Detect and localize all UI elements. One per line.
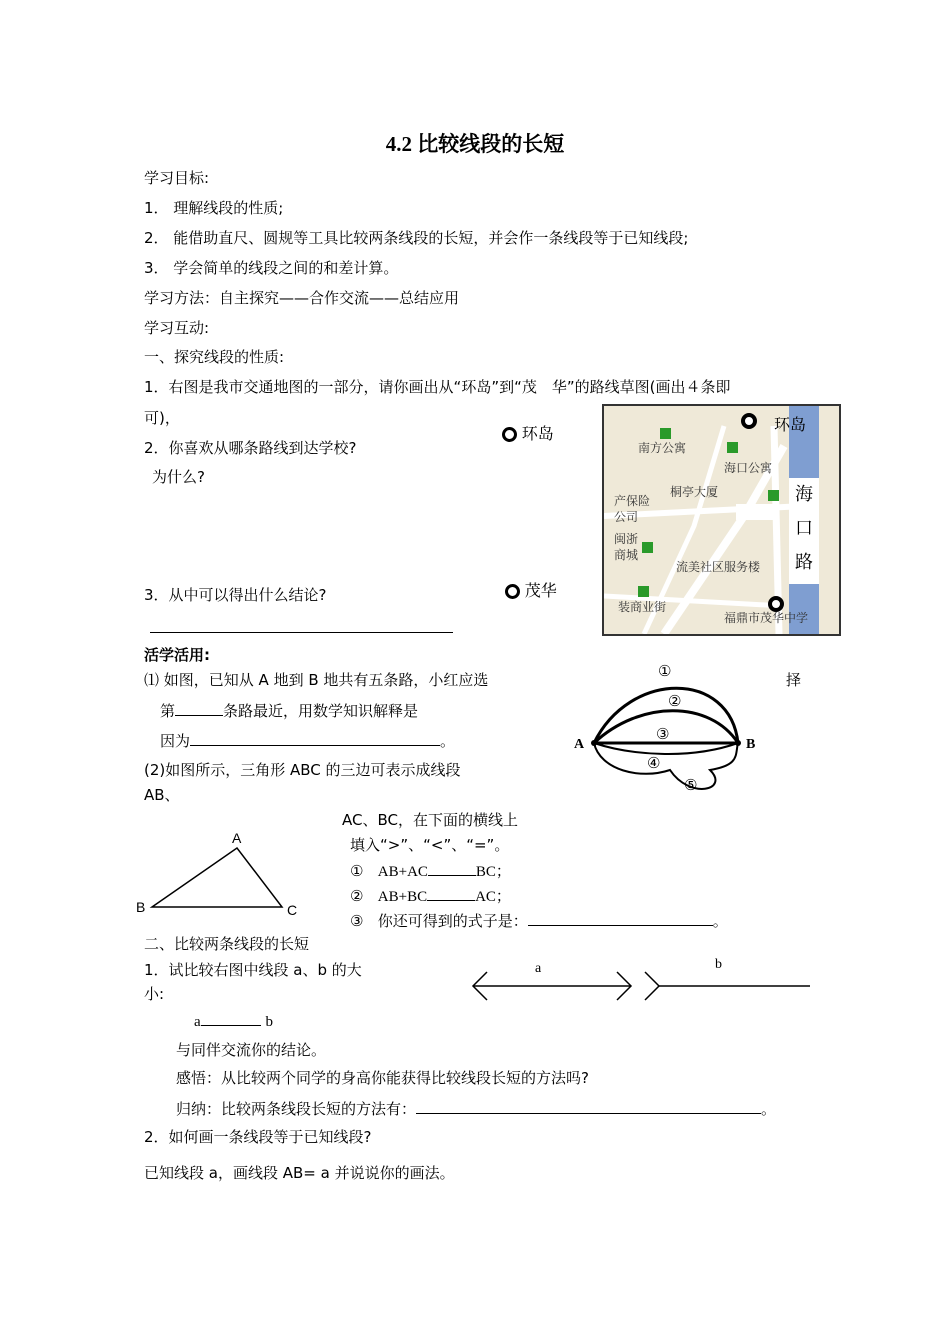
target-icon bbox=[502, 427, 517, 442]
item-2-right: AC； bbox=[475, 889, 511, 905]
triangle-label-b: B bbox=[136, 899, 146, 915]
target-icon bbox=[505, 584, 520, 599]
item-1-left: AB+AC bbox=[377, 864, 428, 880]
known-segment-text: 已知线段 a，画线段 AB= a 并说说你的画法。 bbox=[144, 1164, 455, 1182]
goal-item-2: 2． 能借助直尺、圆规等工具比较两条线段的长短，并会作一条线段等于已知线段; bbox=[144, 229, 689, 247]
insight-text: 感悟：从比较两个同学的身高你能获得比较线段长短的方法吗? bbox=[176, 1069, 589, 1087]
item-3-end: 。 bbox=[712, 912, 728, 930]
segment-b-label: b bbox=[715, 957, 722, 972]
apply-p1-line1: ⑴ 如图，已知从 A 地到 B 地共有五条路，小红应选 bbox=[144, 671, 489, 689]
huandao-map-icon bbox=[743, 415, 755, 427]
house-icon bbox=[727, 442, 738, 453]
part1-q3-answer-line[interactable] bbox=[150, 632, 453, 633]
segment-a-label: a bbox=[535, 961, 542, 976]
map-label-company: 公司 bbox=[614, 510, 639, 524]
summary-line bbox=[176, 1098, 776, 1119]
road-char-3: 路 bbox=[795, 552, 813, 573]
inequality-item-1 bbox=[350, 860, 511, 882]
inequality-item-3 bbox=[350, 910, 728, 931]
apply-p2-line1: (2)如图所示，三角形 ABC 的三边可表示成线段 bbox=[144, 761, 461, 779]
compare-b: b bbox=[265, 1014, 273, 1030]
triangle-label-a: A bbox=[232, 830, 242, 846]
goal-item-1: 1． 理解线段的性质; bbox=[144, 199, 284, 217]
apply-p1-prefix: 第 bbox=[160, 702, 176, 720]
routes-figure bbox=[570, 660, 780, 805]
item-1-right: BC； bbox=[475, 864, 511, 880]
apply-p1-because: 因为 bbox=[160, 732, 191, 750]
part1-q2-line2: 为什么? bbox=[152, 468, 205, 486]
route-label-2: ② bbox=[668, 692, 682, 710]
part1-q2-line1: 2．你喜欢从哪条路线到达学校? bbox=[144, 439, 357, 457]
part2-q2: 2．如何画一条线段等于已知线段? bbox=[144, 1128, 372, 1146]
item-2-num: ② bbox=[350, 887, 364, 905]
item-2-left: AB+BC bbox=[377, 889, 428, 905]
maohua-label: 茂华 bbox=[524, 581, 557, 600]
route-4 bbox=[594, 743, 738, 754]
segments-figure bbox=[465, 950, 815, 1010]
map-label-tongting: 桐亭大厦 bbox=[670, 485, 719, 499]
goal-item-3: 3． 学会简单的线段之间的和差计算。 bbox=[144, 259, 399, 277]
item-3-blank[interactable] bbox=[528, 910, 713, 926]
apply-p1-right: 择 bbox=[786, 671, 802, 689]
map-label-haikou-apartment: 海口公寓 bbox=[724, 461, 773, 475]
learning-method: 学习方法：自主探究——合作交流——总结应用 bbox=[144, 289, 460, 307]
goals-heading: 学习目标: bbox=[144, 169, 210, 187]
huandao-marker bbox=[502, 424, 554, 444]
compare-blank[interactable] bbox=[201, 1010, 261, 1026]
route-number-blank[interactable] bbox=[175, 700, 223, 716]
map-label-insurance: 产保险 bbox=[614, 494, 651, 508]
house-icon bbox=[660, 428, 671, 439]
apply-p2-line3: AC、BC，在下面的横线上 bbox=[342, 811, 518, 829]
compare-line bbox=[194, 1010, 273, 1032]
house-icon bbox=[642, 542, 653, 553]
point-b bbox=[735, 740, 741, 746]
map-blank-patch bbox=[736, 504, 778, 520]
map-label-mall: 商城 bbox=[614, 548, 639, 562]
route-label-5: ⑤ bbox=[684, 776, 698, 794]
label-a: A bbox=[574, 737, 585, 752]
route-label-3: ③ bbox=[656, 725, 670, 743]
road-char-1: 海 bbox=[795, 484, 813, 505]
traffic-map bbox=[602, 404, 841, 636]
summary-end: 。 bbox=[761, 1100, 777, 1118]
point-a bbox=[591, 740, 597, 746]
apply-p1-suffix: 条路最近，用数学知识解释是 bbox=[223, 702, 419, 720]
part1-q1-line1: 1．右图是我市交通地图的一部分，请你画出从“环岛”到“茂 华”的路线草图(画出４条即 bbox=[144, 378, 731, 396]
part2-heading: 二、比较两条线段的长短 bbox=[144, 935, 310, 953]
map-label-minzhe: 闽浙 bbox=[614, 532, 639, 546]
compare-a: a bbox=[194, 1014, 201, 1030]
part1-q3: 3．从中可以得出什么结论? bbox=[144, 586, 327, 604]
learning-interaction: 学习互动: bbox=[144, 319, 210, 337]
haikou-road-label-box bbox=[789, 478, 819, 584]
share-text: 与同伴交流你的结论。 bbox=[176, 1041, 327, 1059]
reason-blank[interactable] bbox=[190, 730, 440, 746]
map-label-street: 装商业街 bbox=[618, 600, 667, 614]
apply-p2-line4: 填入“>”、“<”、“=”。 bbox=[350, 836, 510, 854]
triangle-label-c: C bbox=[287, 902, 298, 918]
apply-p2-line2: AB、 bbox=[144, 786, 180, 804]
item-2-blank[interactable] bbox=[427, 885, 475, 901]
apply-heading: 活学活用: bbox=[144, 646, 210, 664]
item-1-blank[interactable] bbox=[428, 860, 476, 876]
map-label-school: 福鼎市茂华中学 bbox=[724, 611, 809, 625]
label-b: B bbox=[746, 737, 756, 752]
maohua-marker bbox=[505, 581, 557, 601]
item-3-num: ③ bbox=[350, 912, 364, 930]
apply-p1-line2 bbox=[160, 700, 418, 721]
summary-blank[interactable] bbox=[416, 1098, 761, 1114]
route-label-4: ④ bbox=[647, 754, 661, 772]
part1-q1-line2: 可)， bbox=[144, 409, 180, 427]
house-icon bbox=[638, 586, 649, 597]
item-3-text: 你还可得到的式子是： bbox=[377, 912, 528, 930]
page-title: 4.2 比较线段的长短 bbox=[385, 132, 565, 156]
part2-q1-line1: 1．试比较右图中线段 a、b 的大 bbox=[144, 961, 362, 979]
house-icon bbox=[768, 490, 779, 501]
map-label-nanfang: 南方公寓 bbox=[638, 441, 687, 455]
part1-heading: 一、探究线段的性质: bbox=[144, 348, 285, 366]
map-label-community: 流美社区服务楼 bbox=[676, 560, 761, 574]
triangle-figure bbox=[130, 825, 310, 920]
part2-q1-line2: 小: bbox=[144, 985, 165, 1003]
huandao-label: 环岛 bbox=[521, 424, 554, 443]
segment-b-left-mark bbox=[645, 972, 659, 1000]
apply-p1-end: 。 bbox=[440, 732, 456, 750]
inequality-item-2 bbox=[350, 885, 511, 907]
summary-text: 归纳：比较两条线段长短的方法有： bbox=[176, 1100, 417, 1118]
map-label-huandao: 环岛 bbox=[774, 415, 807, 434]
apply-p1-line3 bbox=[160, 730, 455, 751]
item-1-num: ① bbox=[350, 862, 364, 880]
route-label-1: ① bbox=[658, 662, 672, 680]
triangle-abc bbox=[152, 848, 282, 907]
road-char-2: 口 bbox=[795, 518, 813, 539]
